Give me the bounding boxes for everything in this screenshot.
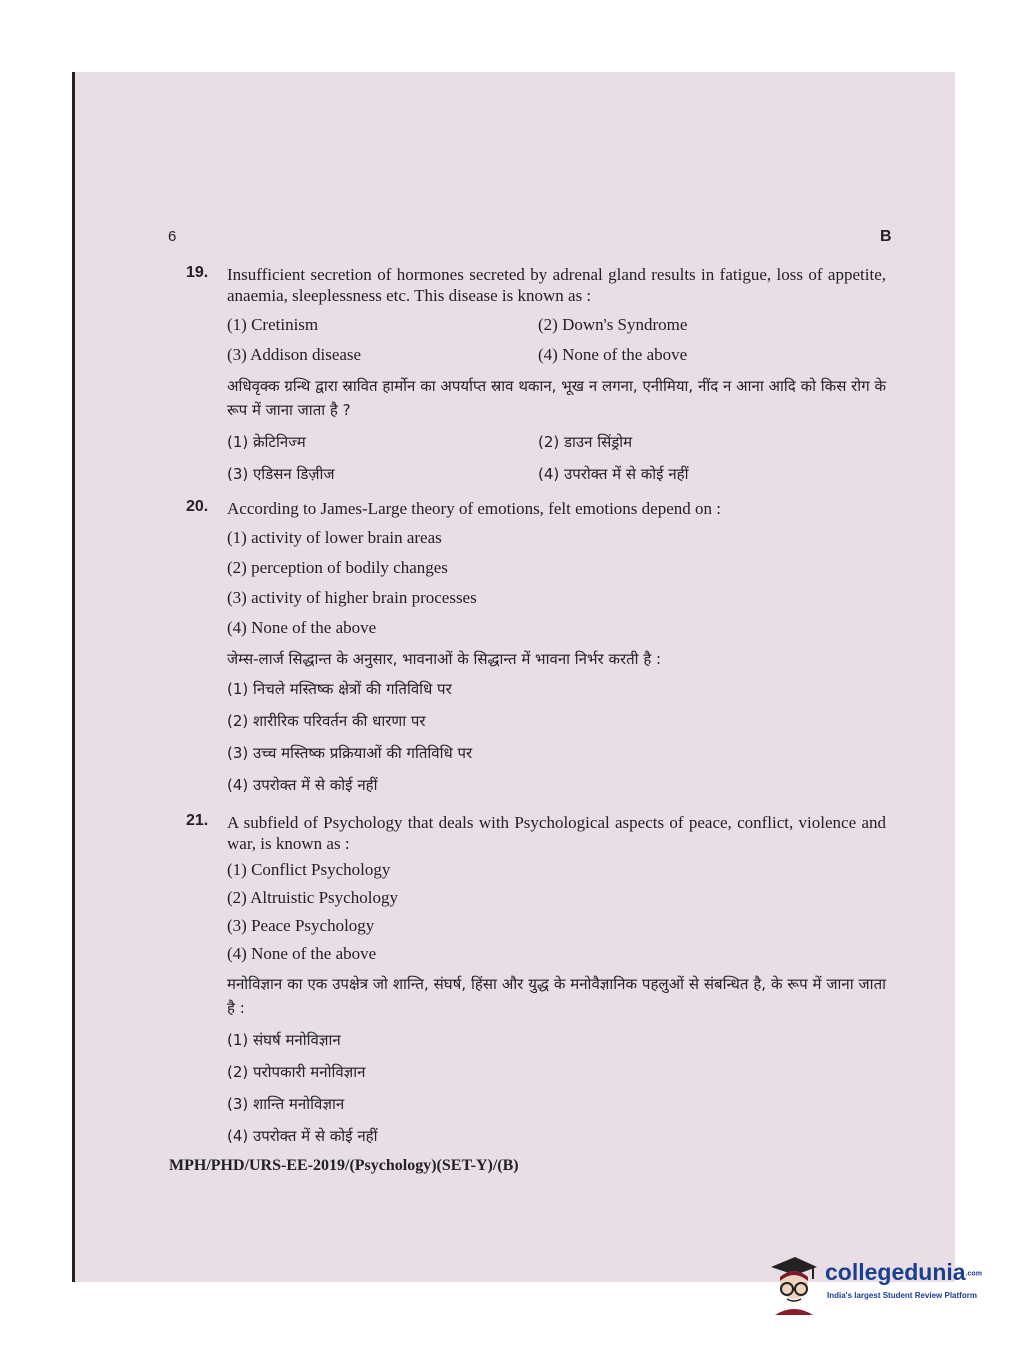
option: (2) डाउन सिंड्रोम (538, 433, 633, 451)
options-en (227, 856, 886, 968)
option: (4) None of the above (538, 345, 688, 364)
option: (3) Peace Psychology (227, 916, 375, 935)
option: (3) Addison disease (227, 345, 362, 364)
option: (2) Altruistic Psychology (227, 888, 398, 907)
options-hi (227, 426, 886, 490)
options-en (227, 310, 886, 370)
question-number: 21. (186, 812, 209, 829)
option: (3) activity of higher brain processes (227, 588, 477, 607)
option: (3) उच्च मस्तिष्क प्रक्रियाओं की गतिविधि पर (227, 744, 473, 762)
question-20 (186, 498, 886, 801)
option: (3) शान्ति मनोविज्ञान (227, 1095, 345, 1113)
option: (4) उपरोक्त में से कोई नहीं (538, 465, 689, 483)
question-text-en: According to James-Large theory of emotions, felt emotions depend on : (227, 499, 721, 518)
student-mascot-icon (765, 1255, 821, 1315)
question-number: 19. (186, 264, 209, 281)
options-hi (227, 673, 886, 801)
paper-code: MPH/PHD/URS-EE-2019/(Psychology)(SET-Y)/(B) (169, 1157, 519, 1174)
brand-tagline: India's largest Student Review Platform (827, 1291, 977, 1300)
option: (4) None of the above (227, 944, 377, 963)
question-text-en: Insufficient secretion of hormones secreted by adrenal gland results in fatigue, loss of appetite, anaemia, sleeplessness etc. This disease is known as : (227, 265, 886, 305)
question-text-hi: जेम्स-लार्ज सिद्धान्त के अनुसार, भावनाओं के सिद्धान्त में भावना निर्भर करती है : (227, 650, 662, 668)
page-number: 6 (168, 228, 177, 245)
collegedunia-logo (765, 1255, 995, 1315)
set-letter: B (880, 228, 892, 245)
option: (2) perception of bodily changes (227, 558, 448, 577)
question-21 (186, 812, 886, 1152)
option: (2) परोपकारी मनोविज्ञान (227, 1063, 366, 1081)
question-19 (186, 264, 886, 490)
option: (2) Down's Syndrome (538, 315, 688, 334)
brand-name: collegedunia.com (825, 1259, 982, 1285)
option: (1) activity of lower brain areas (227, 528, 442, 547)
option: (1) Cretinism (227, 315, 319, 334)
question-number: 20. (186, 498, 209, 515)
option: (1) निचले मस्तिष्क क्षेत्रों की गतिविधि पर (227, 680, 452, 698)
question-text-hi: अधिवृक्क ग्रन्थि द्वारा स्रावित हार्मोन का अपर्याप्त स्राव थकान, भूख न लगना, एनीमिया, नींद न आना आदि को किस रोग के रूप में जाना जाता है ? (227, 377, 886, 419)
question-text-hi: मनोविज्ञान का एक उपक्षेत्र जो शान्ति, संघर्ष, हिंसा और युद्ध के मनोवैज्ञानिक पहलुओं से संबन्धित है, के रूप में जाना जाता है : (227, 975, 886, 1017)
option: (4) उपरोक्त में से कोई नहीं (227, 776, 378, 794)
options-en (227, 523, 886, 643)
option: (4) None of the above (227, 618, 377, 637)
option: (2) शारीरिक परिवर्तन की धारणा पर (227, 712, 426, 730)
option: (1) क्रेटिनिज्म (227, 433, 306, 451)
options-hi (227, 1024, 886, 1152)
option: (4) उपरोक्त में से कोई नहीं (227, 1127, 378, 1145)
option: (1) Conflict Psychology (227, 860, 391, 879)
option: (1) संघर्ष मनोविज्ञान (227, 1031, 341, 1049)
question-text-en: A subfield of Psychology that deals with Psychological aspects of peace, conflict, violence and war, is known as : (227, 813, 886, 853)
option: (3) एडिसन डिज़ीज (227, 465, 335, 483)
